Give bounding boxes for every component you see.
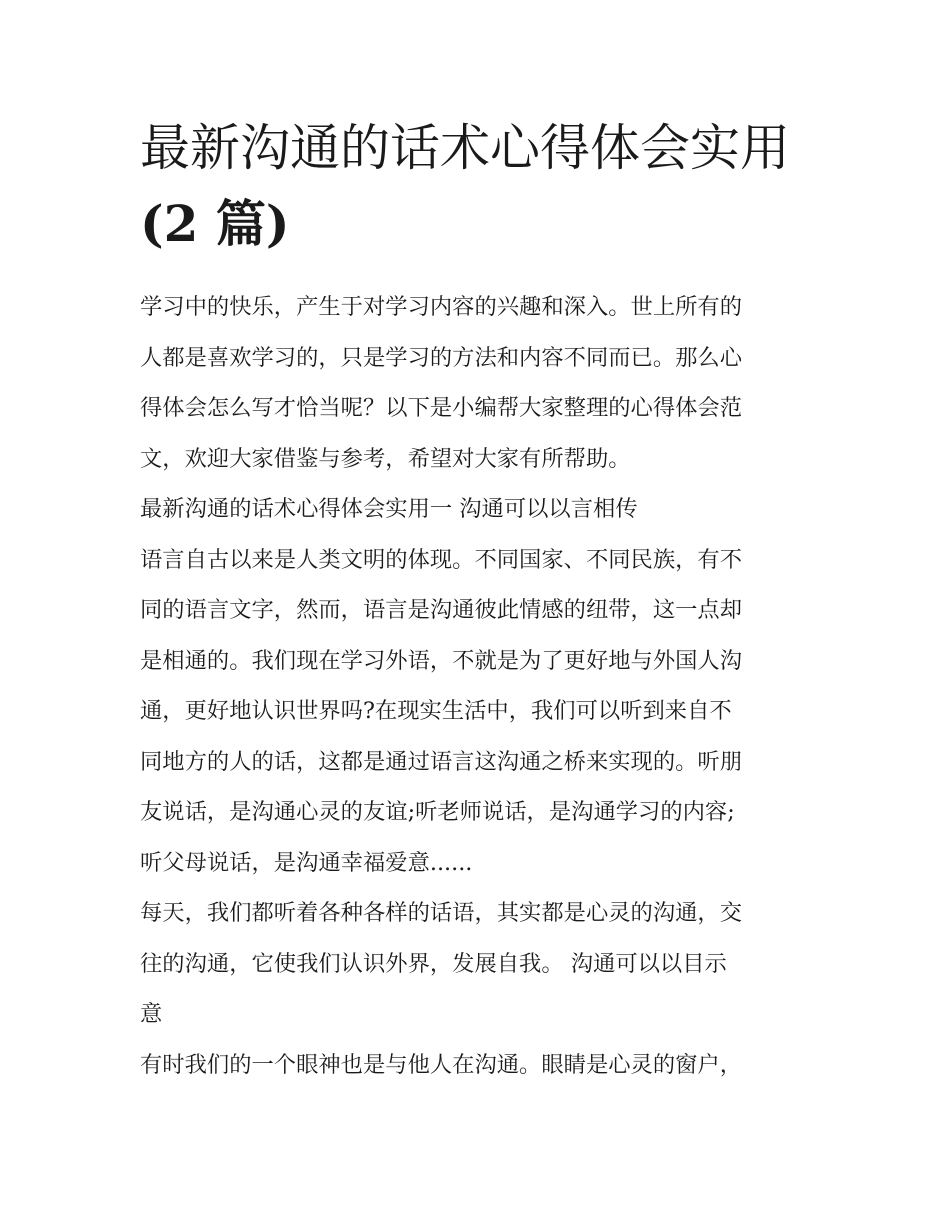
document-title xyxy=(140,110,812,262)
text-line: 文，欢迎大家借鉴与参考，希望对大家有所帮助。 xyxy=(140,445,631,472)
text-line: 听父母说话，是沟通幸福爱意...... xyxy=(140,849,473,876)
text-line: 得体会怎么写才恰当呢？以下是小编帮大家整理的心得体会范 xyxy=(140,395,743,421)
text-line: 人都是喜欢学习的，只是学习的方法和内容不同而已。那么心 xyxy=(140,344,743,371)
title-line-sub: (2 篇) xyxy=(140,194,290,253)
section-heading xyxy=(140,484,812,535)
title-line-main: 最新沟通的话术心得体会实用 xyxy=(140,119,790,177)
text-line: 语言自古以来是人类文明的体现。不同国家、不同民族，有不 xyxy=(140,546,743,573)
text-line: 每天，我们都听着各种各样的话语，其实都是心灵的沟通，交 xyxy=(140,900,743,926)
paragraph-daily xyxy=(140,888,812,1040)
document-page xyxy=(140,110,812,1090)
paragraph-language xyxy=(140,535,812,889)
text-line: 友说话，是沟通心灵的友谊;听老师说话，是沟通学习的内容; xyxy=(140,799,735,825)
text-line: 同的语言文字，然而，语言是沟通彼此情感的纽带，这一点却 xyxy=(140,597,743,623)
text-line: 意 xyxy=(140,1001,163,1027)
text-line: 通，更好地认识世界吗?在现实生活中，我们可以听到来自不 xyxy=(140,698,732,724)
text-line: 往的沟通，它使我们认识外界，发展自我。 沟通可以以目示 xyxy=(140,950,727,977)
text-line: 学习中的快乐，产生于对学习内容的兴趣和深入。世上所有的 xyxy=(140,294,743,320)
text-line: 是相通的。我们现在学习外语，不就是为了更好地与外国人沟 xyxy=(140,647,743,674)
paragraph-intro xyxy=(140,282,812,484)
text-line: 有时我们的一个眼神也是与他人在沟通。眼睛是心灵的窗户， xyxy=(140,1051,743,1078)
text-line: 最新沟通的话术心得体会实用一 沟通可以以言相传 xyxy=(140,496,638,522)
paragraph-eyes xyxy=(140,1040,812,1091)
document-body xyxy=(140,282,812,1090)
text-line: 同地方的人的话，这都是通过语言这沟通之桥来实现的。听朋 xyxy=(140,748,743,775)
